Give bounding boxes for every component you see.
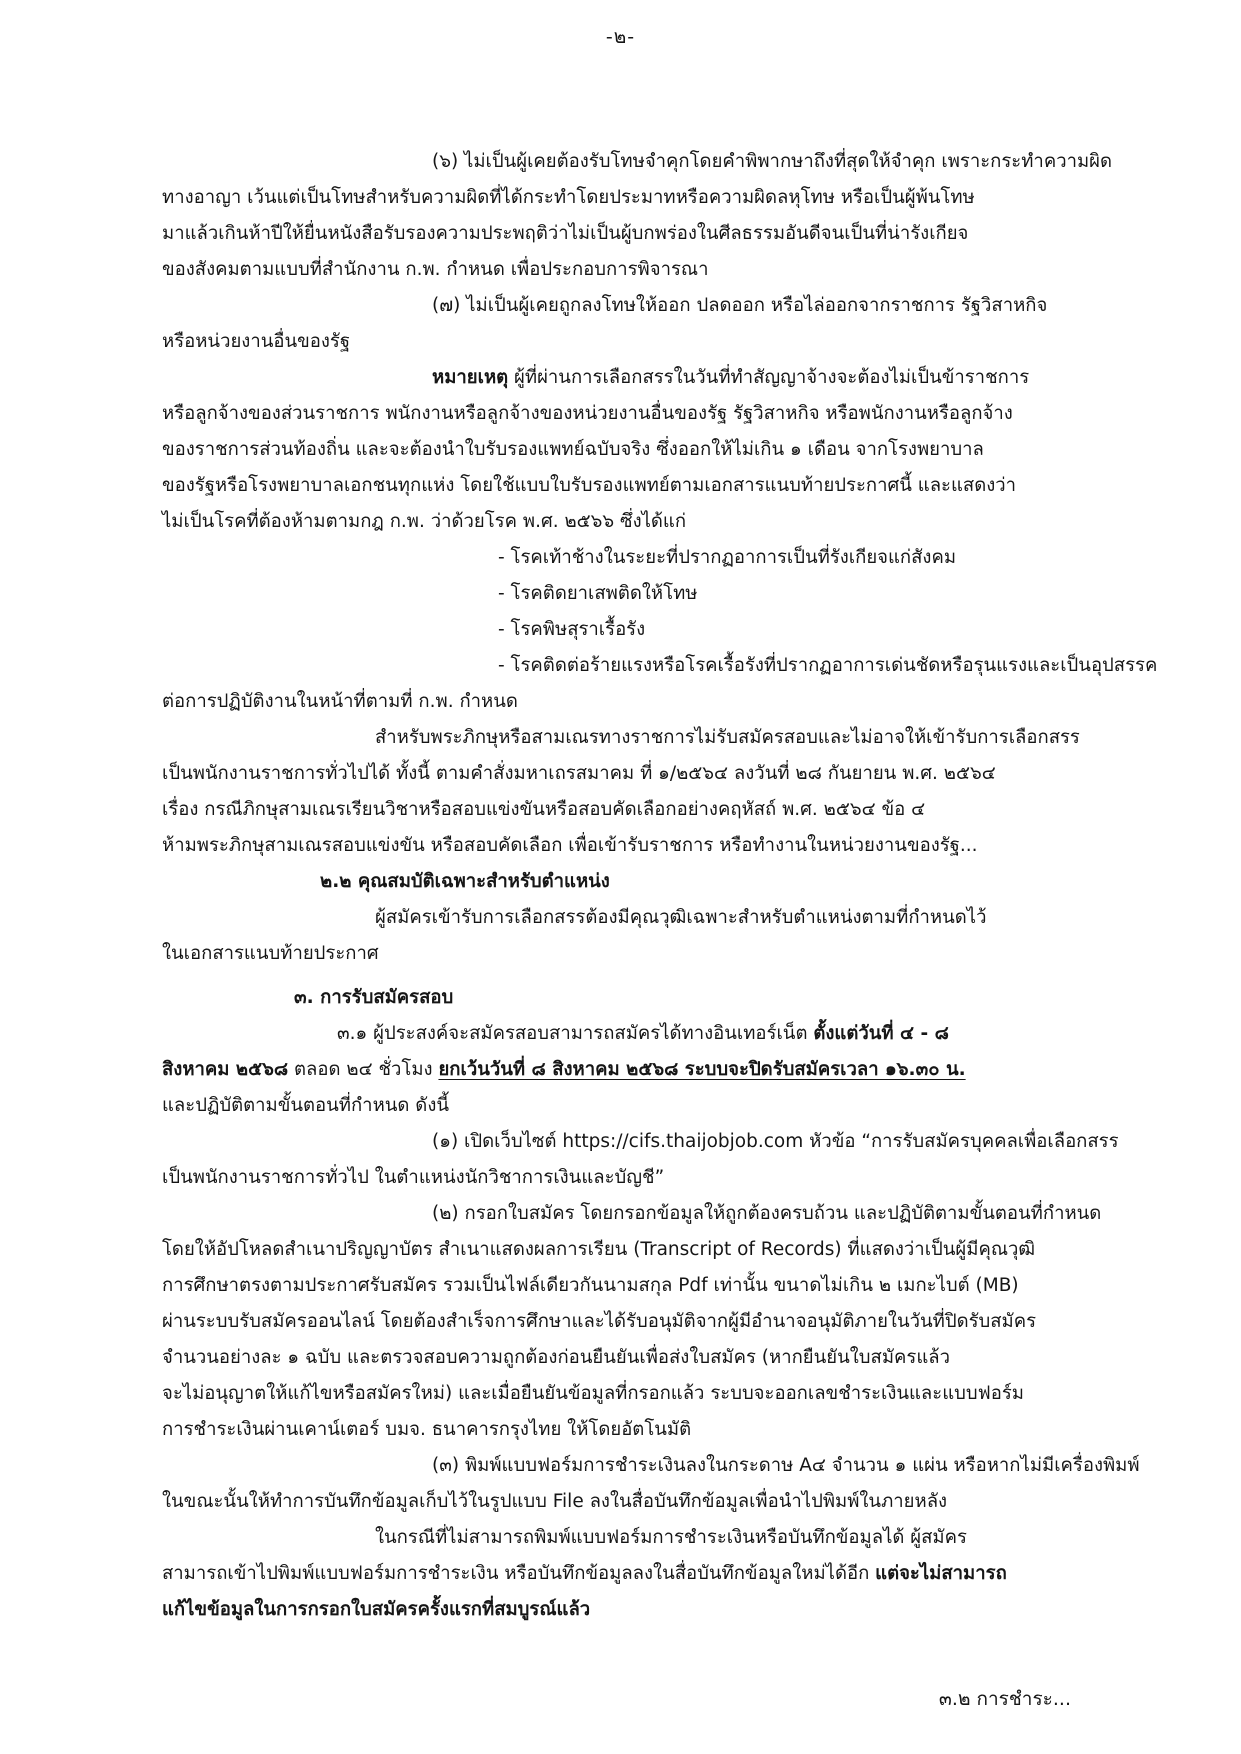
step2-line3: การศึกษาตรงตามประกาศรับสมัคร รวมเป็นไฟล์เดียวกันนามสกุล Pdf เท่านั้น ขนาดไม่เกิน ๒ เมกะไบต์ (MB) <box>162 1275 1019 1296</box>
remark-label: หมายเหตุ <box>432 367 509 388</box>
section-2-2-line2: ในเอกสารแนบท้ายประกาศ <box>162 943 379 964</box>
section-2-2-line1: ผู้สมัครเข้ารับการเลือกสรรต้องมีคุณวุฒิเฉพาะสำหรับตำแหน่งตามที่กำหนดไว้ <box>375 907 987 928</box>
section-3-1-line2-text: ตลอด ๒๔ ชั่วโมง <box>288 1059 439 1080</box>
step2-line6: จะไม่อนุญาตให้แก้ไขหรือสมัครใหม่) และเมื่อยืนยันข้อมูลที่กรอกแล้ว ระบบจะออกเลขชำระเงินและแบบฟอร์ม <box>162 1383 1024 1404</box>
disease-item: - โรคเท้าช้างในระยะที่ปรากฏอาการเป็นที่รังเกียจแก่สังคม <box>498 547 957 568</box>
section-3-1-date-range: ตั้งแต่วันที่ ๔ - ๘ <box>813 1023 949 1044</box>
case-line3: แก้ไขข้อมูลในการกรอกใบสมัครครั้งแรกที่สมบูรณ์แล้ว <box>162 1599 591 1620</box>
section-3-1-line3: และปฏิบัติตามขั้นตอนที่กำหนด ดังนี้ <box>162 1095 449 1116</box>
section-2-2-heading: ๒.๒ คุณสมบัติเฉพาะสำหรับตำแหน่ง <box>320 871 610 892</box>
disease-item-continuation: ต่อการปฏิบัติงานในหน้าที่ตามที่ ก.พ. กำหนด <box>162 691 518 712</box>
para6-line4: ของสังคมตามแบบที่สำนักงาน ก.พ. กำหนด เพื่อประกอบการพิจารณา <box>162 259 709 280</box>
monks-line4: ห้ามพระภิกษุสามเณรสอบแข่งขัน หรือสอบคัดเลือก เพื่อเข้ารับราชการ หรือทำงานในหน่วยงานของรัฐ... <box>162 835 978 856</box>
page-number: -๒- <box>605 26 636 48</box>
step1-line2: เป็นพนักงานราชการทั่วไป ในตำแหน่งนักวิชาการเงินและบัญชี” <box>162 1167 665 1188</box>
remark-line4: ของรัฐหรือโรงพยาบาลเอกชนทุกแห่ง โดยใช้แบบใบรับรองแพทย์ตามเอกสารแนบท้ายประกาศนี้ และแสดงว่า <box>162 475 1017 496</box>
remark-line1 <box>162 360 1107 396</box>
section-3-1-deadline-note: ยกเว้นวันที่ ๘ สิงหาคม ๒๕๖๘ ระบบจะปิดรับสมัครเวลา ๑๖.๓๐ น. <box>438 1059 966 1080</box>
section-3-1-line1-text: ๓.๑ ผู้ประสงค์จะสมัครสอบสามารถสมัครได้ทางอินเทอร์เน็ต <box>337 1023 814 1044</box>
step3-line2: ในขณะนั้นให้ทำการบันทึกข้อมูลเก็บไว้ในรูปแบบ File ลงในสื่อบันทึกข้อมูลเพื่อนำไปพิมพ์ในภายหลัง <box>162 1491 948 1512</box>
section-3-heading: ๓. การรับสมัครสอบ <box>294 987 454 1008</box>
remark-line5: ไม่เป็นโรคที่ต้องห้ามตามกฎ ก.พ. ว่าด้วยโรค พ.ศ. ๒๕๖๖ ซึ่งได้แก่ <box>162 511 687 532</box>
remark-line1-text: ผู้ที่ผ่านการเลือกสรรในวันที่ทำสัญญาจ้างจะต้องไม่เป็นข้าราชการ <box>508 367 1030 388</box>
step2-line5: จำนวนอย่างละ ๑ ฉบับ และตรวจสอบความถูกต้องก่อนยืนยันเพื่อส่งใบสมัคร (หากยืนยันใบสมัครแล้ว <box>162 1347 950 1368</box>
disease-item: - โรคพิษสุราเรื้อรัง <box>498 619 646 640</box>
remark-line3: ของราชการส่วนท้องถิ่น และจะต้องนำใบรับรองแพทย์ฉบับจริง ซึ่งออกให้ไม่เกิน ๑ เดือน จากโรงพยาบาล <box>162 439 984 460</box>
section-3-1-line1 <box>162 1016 1107 1052</box>
step2-line7: การชำระเงินผ่านเคาน์เตอร์ บมจ. ธนาคารกรุงไทย ให้โดยอัตโนมัติ <box>162 1419 692 1440</box>
case-line2-text: สามารถเข้าไปพิมพ์แบบฟอร์มการชำระเงิน หรือบันทึกข้อมูลลงในสื่อบันทึกข้อมูลใหม่ได้อีก <box>162 1563 876 1584</box>
step2-line2: โดยให้อัปโหลดสำเนาปริญญาบัตร สำเนาแสดงผลการเรียน (Transcript of Records) ที่แสดงว่าเป็นผู้มีคุณวุฒิ <box>162 1239 1036 1260</box>
para7-line1: (๗) ไม่เป็นผู้เคยถูกลงโทษให้ออก ปลดออก หรือไล่ออกจากราชการ รัฐวิสาหกิจ <box>432 295 1048 316</box>
section-3-1-month: สิงหาคม ๒๕๖๘ <box>162 1059 289 1080</box>
step3-line1: (๓) พิมพ์แบบฟอร์มการชำระเงินลงในกระดาษ A๔ จำนวน ๑ แผ่น หรือหากไม่มีเครื่องพิมพ์ <box>432 1455 1140 1476</box>
case-line2-bold: แต่จะไม่สามารถ <box>875 1563 1007 1584</box>
case-line1: ในกรณีที่ไม่สามารถพิมพ์แบบฟอร์มการชำระเงินหรือบันทึกข้อมูลได้ ผู้สมัคร <box>375 1527 967 1548</box>
monks-line3: เรื่อง กรณีภิกษุสามเณรเรียนวิชาหรือสอบแข่งขันหรือสอบคัดเลือกอย่างคฤหัสถ์ พ.ศ. ๒๕๖๔ ข้อ ๔ <box>162 799 926 820</box>
para6-line3: มาแล้วเกินห้าปีให้ยื่นหนังสือรับรองความประพฤติว่าไม่เป็นผู้บกพร่องในศีลธรรมอันดีจนเป็นที่น่ารังเกียจ <box>162 223 969 244</box>
disease-item: - โรคติดต่อร้ายแรงหรือโรคเรื้อรังที่ปรากฏอาการเด่นชัดหรือรุนแรงและเป็นอุปสรรค <box>498 655 1158 676</box>
step1-line1: (๑) เปิดเว็บไซต์ https://cifs.thaijobjob.com หัวข้อ “การรับสมัครบุคคลเพื่อเลือกสรร <box>432 1131 1119 1152</box>
section-3-1-line2 <box>162 1052 1107 1088</box>
remark-line2: หรือลูกจ้างของส่วนราชการ พนักงานหรือลูกจ้างของหน่วยงานอื่นของรัฐ รัฐวิสาหกิจ หรือพนักงานหรือลูกจ้าง <box>162 403 1013 424</box>
case-line2 <box>162 1556 1107 1592</box>
step2-line4: ผ่านระบบรับสมัครออนไลน์ โดยต้องสำเร็จการศึกษาและได้รับอนุมัติจากผู้มีอำนาจอนุมัติภายในวันที่ปิดรับสมัคร <box>162 1311 1037 1332</box>
para7-line2: หรือหน่วยงานอื่นของรัฐ <box>162 331 351 352</box>
step2-line1: (๒) กรอกใบสมัคร โดยกรอกข้อมูลให้ถูกต้องครบถ้วน และปฏิบัติตามขั้นตอนที่กำหนด <box>432 1203 1102 1224</box>
disease-item: - โรคติดยาเสพติดให้โทษ <box>498 583 698 604</box>
para6-line1: (๖) ไม่เป็นผู้เคยต้องรับโทษจำคุกโดยคำพิพากษาถึงที่สุดให้จำคุก เพราะกระทำความผิด <box>432 151 1113 172</box>
para6-line2: ทางอาญา เว้นแต่เป็นโทษสำหรับความผิดที่ได้กระทำโดยประมาทหรือความผิดลหุโทษ หรือเป็นผู้พ้นโทษ <box>162 187 975 208</box>
monks-line2: เป็นพนักงานราชการทั่วไปได้ ทั้งนี้ ตามคำสั่งมหาเถรสมาคม ที่ ๑/๒๕๖๔ ลงวันที่ ๒๘ กันยายน พ.ศ. ๒๕๖๔ <box>162 763 996 784</box>
document-body <box>162 144 1158 1628</box>
continuation-marker: ๓.๒ การชำระ... <box>938 1688 1071 1710</box>
monks-line1: สำหรับพระภิกษุหรือสามเณรทางราชการไม่รับสมัครสอบและไม่อาจให้เข้ารับการเลือกสรร <box>375 727 1080 748</box>
